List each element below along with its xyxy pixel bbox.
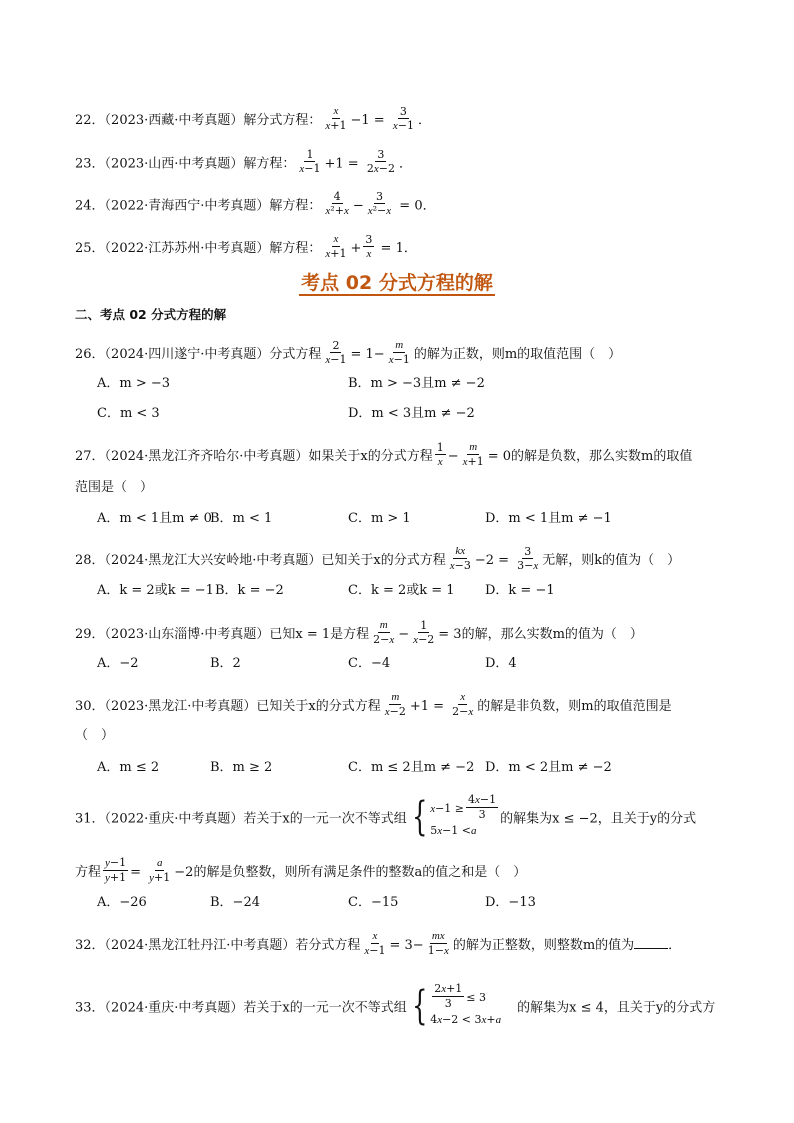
question-text: 33．（2024·重庆·中考真题）若关于x的一元一次不等式组 — [75, 1000, 407, 1016]
option-b: B．2 — [210, 656, 241, 671]
question-text: 方程 — [75, 865, 102, 880]
inequality-system: { x −1 ≥ $\frac{4x-1}{3}$ 5 x −1 < a — [411, 793, 497, 840]
option-d: D．m < 1且m ≠ −1 — [485, 511, 612, 526]
fraction: $\frac{x}{2-x}$ — [452, 691, 474, 718]
question-27-line2: 范围是（ ） — [75, 480, 154, 495]
option-b: B．m > −3且m ≠ −2 — [348, 376, 485, 391]
fraction: $\frac{mx}{1-x}$ — [427, 930, 449, 957]
question-text: 31．（2022·重庆·中考真题）若关于x的一元一次不等式组 — [75, 811, 407, 827]
question-23: 23．（2023·山西·中考真题）解方程： $\frac{1}{x-1}$ +1 = $\frac{3}{2x-2}$ ． — [75, 148, 412, 175]
option-b: B．−24 — [210, 895, 260, 910]
question-24: 24．（2022·青海西宁·中考真题）解方程： $\frac{4}{\text{x²+x}}$ − $\frac{3}{\text{x²−x}}$ = 0． — [75, 190, 436, 217]
question-text-end: 的解是非负数，则m的取值范围是 — [477, 699, 672, 714]
section-heading-text: 考点 02 分式方程的解 — [301, 272, 493, 294]
fraction: $\frac{y-1}{y+1}$ — [105, 856, 127, 884]
option-c: C．m > 1 — [348, 511, 411, 526]
fraction: $\frac{1}{x}$ — [436, 440, 444, 468]
question-text: 28．（2024·黑龙江大兴安岭地·中考真题）已知关于x的分式方程 — [75, 553, 446, 568]
question-22: 22．（2023·西藏·中考真题）解分式方程： $\frac{x}{x+1}$ −1 = $\frac{3}{x-1}$ ． — [75, 104, 431, 132]
question-text-end: 的解为正数，则m的取值范围（ ） — [413, 347, 622, 362]
question-text-end: 的解是负数，那么实数m的取值 — [511, 449, 693, 464]
question-end: ． — [403, 241, 417, 256]
fraction: $\frac{x}{x+1}$ — [325, 105, 347, 132]
section-subtitle: 二、考点 02 分式方程的解 — [75, 307, 227, 322]
option-a: A．m > −3 — [97, 376, 171, 391]
option-d: D．−13 — [485, 895, 536, 910]
option-a: A．m ≤ 2 — [97, 760, 160, 775]
question-end: ． — [422, 198, 436, 214]
fraction: $\frac{a}{y+1}$ — [149, 857, 171, 884]
fraction: $\frac{2}{x-1}$ — [325, 338, 347, 366]
option-d: D．m < 3且m ≠ −2 — [348, 406, 475, 421]
question-31-line2: 方程 $\frac{y-1}{y+1}$ = $\frac{a}{y+1}$ −2的解是负整数，则所有满足条件的整数a的值之和是（ ） — [75, 856, 527, 884]
fraction: $\frac{x}{x-1}$ — [364, 930, 386, 957]
question-29: 29．（2023·山东淄博·中考真题）已知x = 1是方程 $\frac{m}{2-x}$ − $\frac{1}{x-2}$ = 3的解，那么实数m的值为（ ） — [75, 618, 643, 646]
section-heading — [0, 270, 794, 296]
question-33 — [75, 982, 716, 1030]
option-d: D．m < 2且m ≠ −2 — [485, 760, 612, 775]
question-text-end: 的解是负整数，则所有满足条件的整数a的值之和是（ ） — [193, 865, 527, 880]
question-30-line2: （ ） — [75, 728, 115, 743]
fraction: $\frac{4}{\text{x²+x}}$ — [325, 190, 349, 217]
option-a: A．m < 1且m ≠ 0 — [97, 511, 212, 526]
question-end: ． — [417, 113, 431, 128]
question-26: 26．（2024·四川遂宁·中考真题）分式方程 $\frac{2}{x-1}$ = 1− $\frac{m}{x-1}$ 的解为正数，则m的取值范围（ ） — [75, 338, 622, 366]
question-30: 30．（2023·黑龙江·中考真题）已知关于x的分式方程 $\frac{m}{x-2}$ +1 = $\frac{x}{2-x}$ 的解是非负数，则m的取值范围是 — [75, 691, 672, 718]
fraction: $\frac{3}{\text{x²−x}}$ — [367, 190, 392, 217]
fraction: $\frac{m}{2-x}$ — [373, 619, 395, 646]
question-text-end: 的解集为x ≤ −2，且关于y的分式 — [500, 811, 697, 827]
question-text-end: 的解集为x ≤ 4，且关于y的分式方 — [517, 1000, 716, 1016]
question-31 — [75, 793, 697, 841]
option-d: D．4 — [485, 656, 517, 671]
option-d: D．k = −1 — [485, 583, 555, 598]
question-text: 27．（2024·黑龙江齐齐哈尔·中考真题）如果关于x的分式方程 — [75, 449, 433, 464]
question-text: 22．（2023·西藏·中考真题）解分式方程： — [75, 113, 322, 128]
fraction: $\frac{m}{x-1}$ — [388, 339, 410, 366]
question-text-end: 的解，那么实数m的值为（ ） — [461, 627, 643, 642]
question-end: ． — [398, 156, 412, 172]
fraction: $\frac{3}{3-x}$ — [517, 544, 539, 572]
option-c: C．−4 — [348, 656, 391, 671]
question-end: ． — [668, 938, 682, 953]
fraction: $\frac{1}{x-1}$ — [299, 148, 321, 175]
option-b: B．k = −2 — [215, 583, 284, 598]
question-32: 32．（2024·黑龙江牡丹江·中考真题）若分式方程 $\frac{x}{x-1}$ = 3− $\frac{mx}{1-x}$ 的解为正整数，则整数m的值为 ． — [75, 930, 682, 957]
question-text: 25．（2022·江苏苏州·中考真题）解方程： — [75, 241, 322, 256]
question-text-end: 无解，则k的值为（ ） — [542, 553, 681, 568]
question-27: 27．（2024·黑龙江齐齐哈尔·中考真题）如果关于x的分式方程 $\frac{1}{x}$ − $\frac{m}{x+1}$ = 0的解是负数，那么实数m的取值 — [75, 440, 693, 468]
fraction: $\frac{x}{x+1}$ — [325, 233, 347, 260]
question-text: 23．（2023·山西·中考真题）解方程： — [75, 156, 296, 172]
fraction: $\frac{3}{x}$ — [365, 232, 373, 260]
option-b: B．m < 1 — [210, 511, 273, 526]
question-text: 32．（2024·黑龙江牡丹江·中考真题）若分式方程 — [75, 938, 361, 953]
option-b: B．m ≥ 2 — [210, 760, 273, 775]
option-a: A．−2 — [97, 656, 139, 671]
fraction: $\frac{3}{2x-2}$ — [366, 148, 395, 175]
question-28: 28．（2024·黑龙江大兴安岭地·中考真题）已知关于x的分式方程 $\frac{kx}{x-3}$ −2 = $\frac{3}{3-x}$ 无解，则k的值为（ ） — [75, 544, 681, 572]
option-c: C．m < 3 — [97, 406, 160, 421]
fraction: $\frac{m}{x+1}$ — [462, 441, 484, 468]
inequality-system: { $\frac{2x+1}{3}$ ≤ 3 4 x −2 < 3 x + a — [411, 982, 502, 1029]
option-a: A．k = 2或k = −1 — [97, 583, 214, 598]
fraction: $\frac{kx}{x-3}$ — [449, 545, 471, 572]
answer-blank[interactable] — [634, 936, 668, 949]
option-a: A．−26 — [97, 895, 147, 910]
fraction: $\frac{1}{x-2}$ — [413, 618, 435, 646]
question-25: 25．（2022·江苏苏州·中考真题）解方程： $\frac{x}{x+1}$ + $\frac{3}{x}$ = 1． — [75, 232, 417, 260]
question-text: 24．（2022·青海西宁·中考真题）解方程： — [75, 198, 322, 214]
question-text: 30．（2023·黑龙江·中考真题）已知关于x的分式方程 — [75, 699, 381, 714]
fraction: $\frac{m}{x-2}$ — [384, 691, 406, 718]
question-text: 29．（2023·山东淄博·中考真题）已知x = 1是方程 — [75, 627, 370, 642]
question-text: 26．（2024·四川遂宁·中考真题）分式方程 — [75, 347, 322, 362]
option-c: C．m ≤ 2且m ≠ −2 — [348, 760, 475, 775]
option-c: C．k = 2或k = 1 — [348, 583, 455, 598]
fraction: $\frac{3}{x-1}$ — [392, 104, 414, 132]
option-c: C．−15 — [348, 895, 399, 910]
question-text-end: 的解为正整数，则整数m的值为 — [452, 938, 635, 953]
